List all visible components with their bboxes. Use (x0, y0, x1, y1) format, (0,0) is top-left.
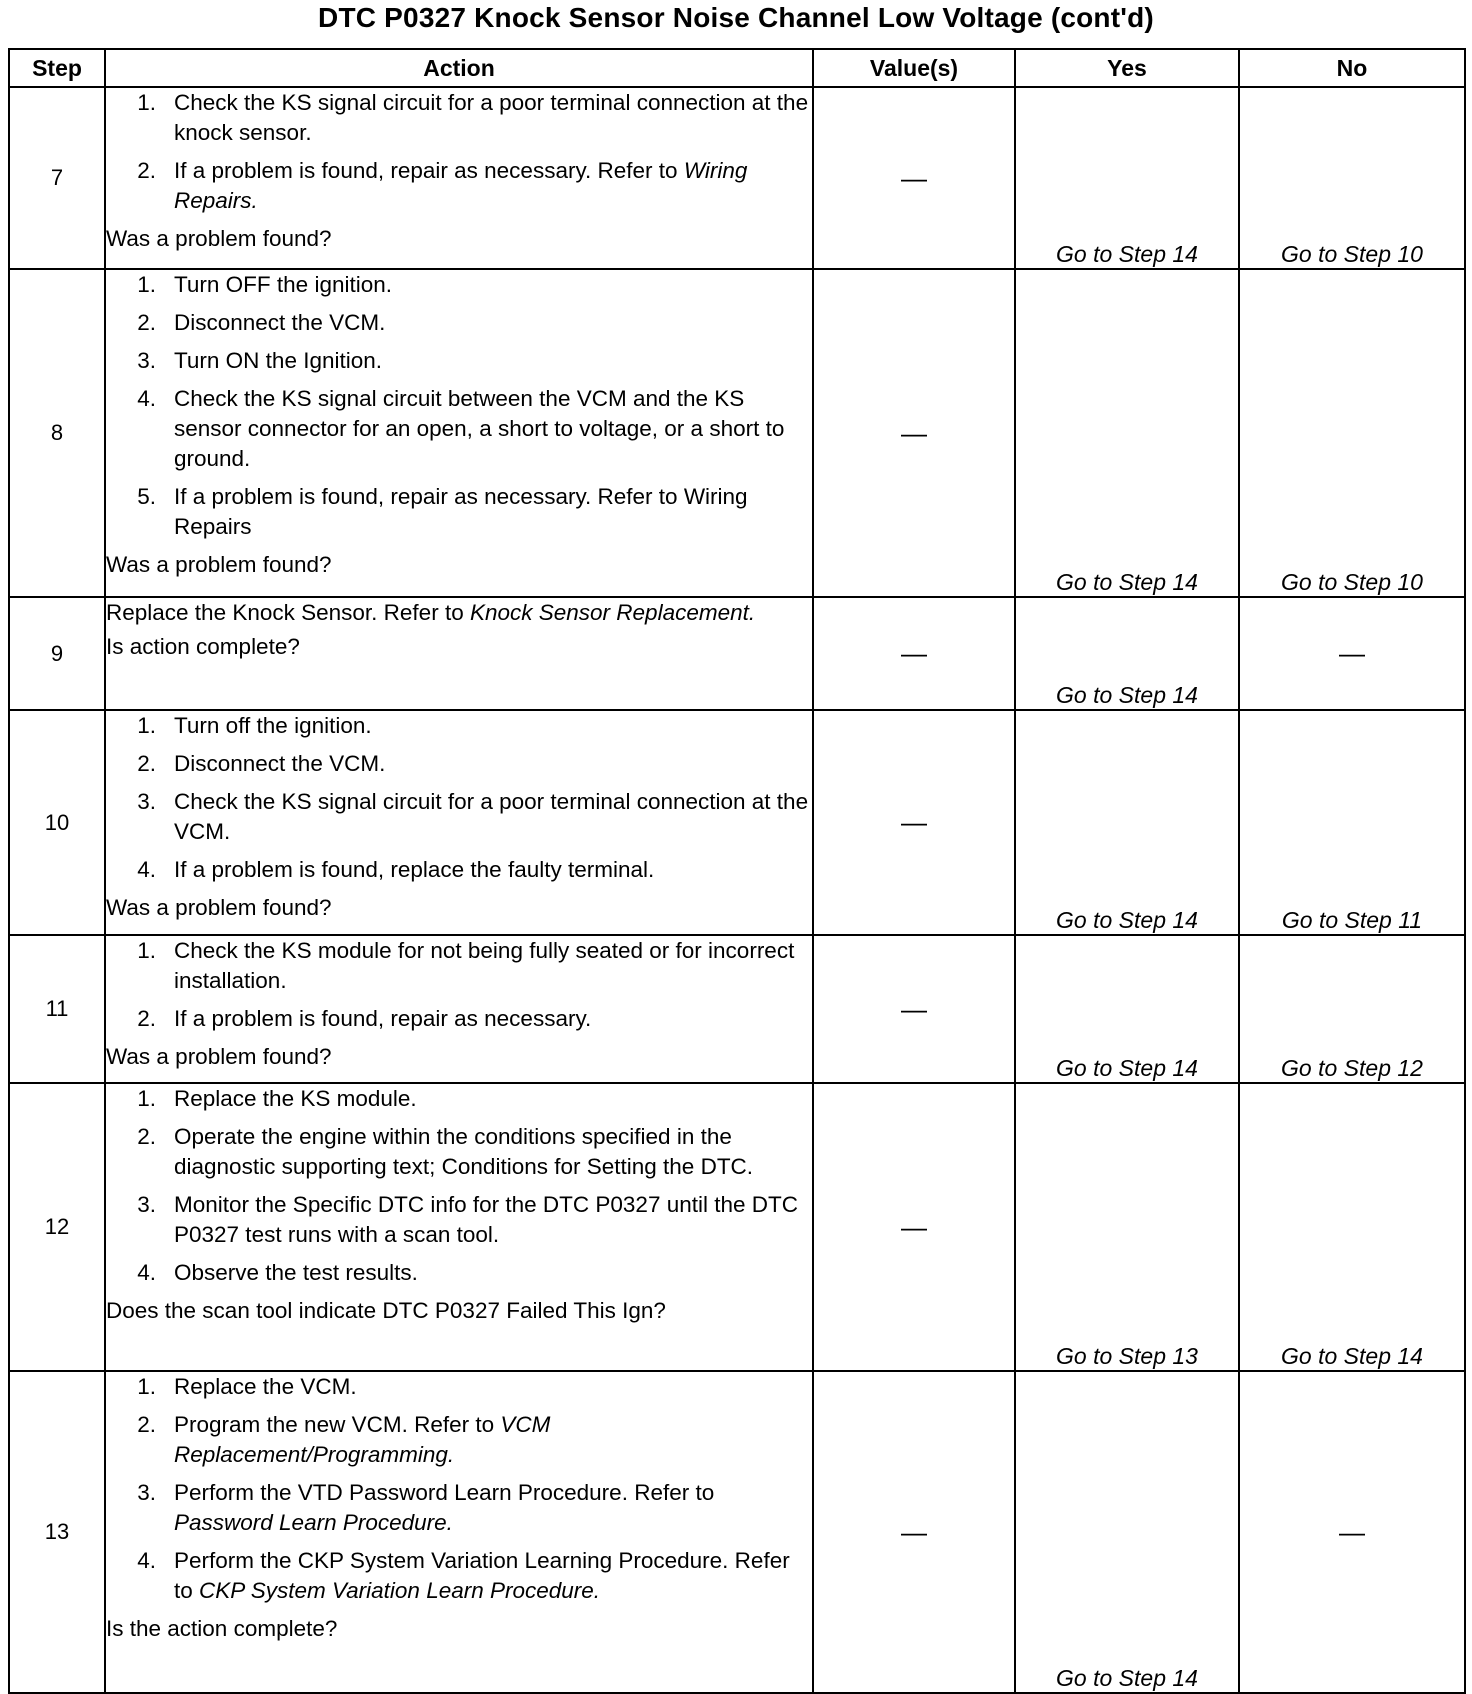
value-cell: — (813, 597, 1015, 710)
list-item: 2. Program the new VCM. Refer to VCM Replacement/Programming. (137, 1412, 551, 1467)
list-item: 1. Turn OFF the ignition. (137, 272, 393, 297)
step-number: 10 (9, 710, 105, 935)
question: Was a problem found? (106, 552, 332, 577)
reference-link[interactable]: VCM Replacement/Programming. (174, 1412, 551, 1467)
table-row (9, 597, 1465, 710)
yes-cell: Go to Step 14 (1015, 87, 1239, 269)
value-cell: — (813, 1083, 1015, 1371)
step-number: 13 (9, 1371, 105, 1693)
question: Is the action complete? (106, 1616, 338, 1641)
yes-cell: Go to Step 14 (1015, 710, 1239, 935)
list-item: 2. Disconnect the VCM. (137, 751, 386, 776)
step-number: 9 (9, 597, 105, 710)
question: Does the scan tool indicate DTC P0327 Failed This Ign? (106, 1298, 666, 1323)
value-cell: — (813, 1371, 1015, 1693)
action-cell (105, 710, 813, 935)
diagnostic-table (8, 48, 1466, 1694)
action-text: Replace the Knock Sensor. Refer to Knock Sensor Replacement. (106, 600, 756, 625)
table-row (9, 710, 1465, 935)
no-cell: Go to Step 11 (1239, 710, 1465, 935)
no-cell: — (1239, 1371, 1465, 1693)
step-number: 7 (9, 87, 105, 269)
list-item: 4. Perform the CKP System Variation Learning Procedure. Refer to CKP System Variation Learn Procedure. (137, 1548, 790, 1603)
yes-cell: Go to Step 14 (1015, 269, 1239, 597)
step-number: 8 (9, 269, 105, 597)
table-row (9, 1083, 1465, 1371)
question: Was a problem found? (106, 1044, 332, 1069)
list-item: 4. If a problem is found, replace the faulty terminal. (137, 857, 655, 882)
value-cell: — (813, 710, 1015, 935)
list-item: 3. Check the KS signal circuit for a poor terminal connection at the VCM. (137, 789, 809, 844)
question: Is action complete? (106, 634, 300, 659)
step-number: 12 (9, 1083, 105, 1371)
value-cell: — (813, 935, 1015, 1083)
action-cell (105, 1083, 813, 1371)
yes-cell: Go to Step 14 (1015, 1371, 1239, 1693)
header-yes: Yes (1015, 49, 1239, 87)
no-cell: Go to Step 10 (1239, 269, 1465, 597)
list-item: 1. Check the KS signal circuit for a poor terminal connection at the knock sensor. (137, 90, 809, 145)
yes-cell: Go to Step 13 (1015, 1083, 1239, 1371)
list-item: 2. If a problem is found, repair as necessary. Refer to Wiring Repairs. (137, 158, 748, 213)
reference-link[interactable]: Knock Sensor Replacement. (469, 600, 756, 625)
action-cell (105, 1371, 813, 1693)
header-step: Step (9, 49, 105, 87)
list-item: 4. Check the KS signal circuit between the VCM and the KS sensor connector for an open, a short to voltage, or a short to ground. (137, 386, 785, 471)
question: Was a problem found? (106, 226, 332, 251)
header-no: No (1239, 49, 1465, 87)
action-cell (105, 87, 813, 269)
step-number: 11 (9, 935, 105, 1083)
list-item: 1. Replace the VCM. (137, 1374, 357, 1399)
list-item: 4. Observe the test results. (137, 1260, 418, 1285)
no-cell: Go to Step 14 (1239, 1083, 1465, 1371)
page-title: DTC P0327 Knock Sensor Noise Channel Low Voltage (cont'd) (318, 2, 1154, 33)
list-item: 3. Turn ON the Ignition. (137, 348, 383, 373)
action-cell (105, 269, 813, 597)
list-item: 2. Operate the engine within the conditions specified in the diagnostic supporting text; Conditions for Setting the DTC. (137, 1124, 754, 1179)
action-cell (105, 597, 813, 710)
header-values: Value(s) (813, 49, 1015, 87)
reference-link[interactable]: CKP System Variation Learn Procedure. (199, 1578, 601, 1603)
action-cell (105, 935, 813, 1083)
no-cell: Go to Step 12 (1239, 935, 1465, 1083)
table-row (9, 269, 1465, 597)
list-item: 2. If a problem is found, repair as necessary. (137, 1006, 592, 1031)
no-cell: Go to Step 10 (1239, 87, 1465, 269)
value-cell: — (813, 87, 1015, 269)
list-item: 1. Replace the KS module. (137, 1086, 417, 1111)
header-action: Action (105, 49, 813, 87)
no-cell: — (1239, 597, 1465, 710)
yes-cell: Go to Step 14 (1015, 935, 1239, 1083)
list-item: 5. If a problem is found, repair as necessary. Refer to Wiring Repairs (137, 484, 748, 539)
list-item: 1. Turn off the ignition. (137, 713, 372, 738)
header-row (9, 49, 1465, 87)
table-row (9, 87, 1465, 269)
table-row (9, 1371, 1465, 1693)
yes-cell: Go to Step 14 (1015, 597, 1239, 710)
value-cell: — (813, 269, 1015, 597)
table-row (9, 935, 1465, 1083)
reference-link[interactable]: Wiring Repairs. (174, 158, 748, 213)
list-item: 1. Check the KS module for not being fully seated or for incorrect installation. (137, 938, 795, 993)
question: Was a problem found? (106, 895, 332, 920)
list-item: 3. Monitor the Specific DTC info for the DTC P0327 until the DTC P0327 test runs with a scan tool. (137, 1192, 799, 1247)
reference-link[interactable]: Password Learn Procedure. (174, 1510, 453, 1535)
list-item: 3. Perform the VTD Password Learn Procedure. Refer to Password Learn Procedure. (137, 1480, 715, 1535)
list-item: 2. Disconnect the VCM. (137, 310, 386, 335)
